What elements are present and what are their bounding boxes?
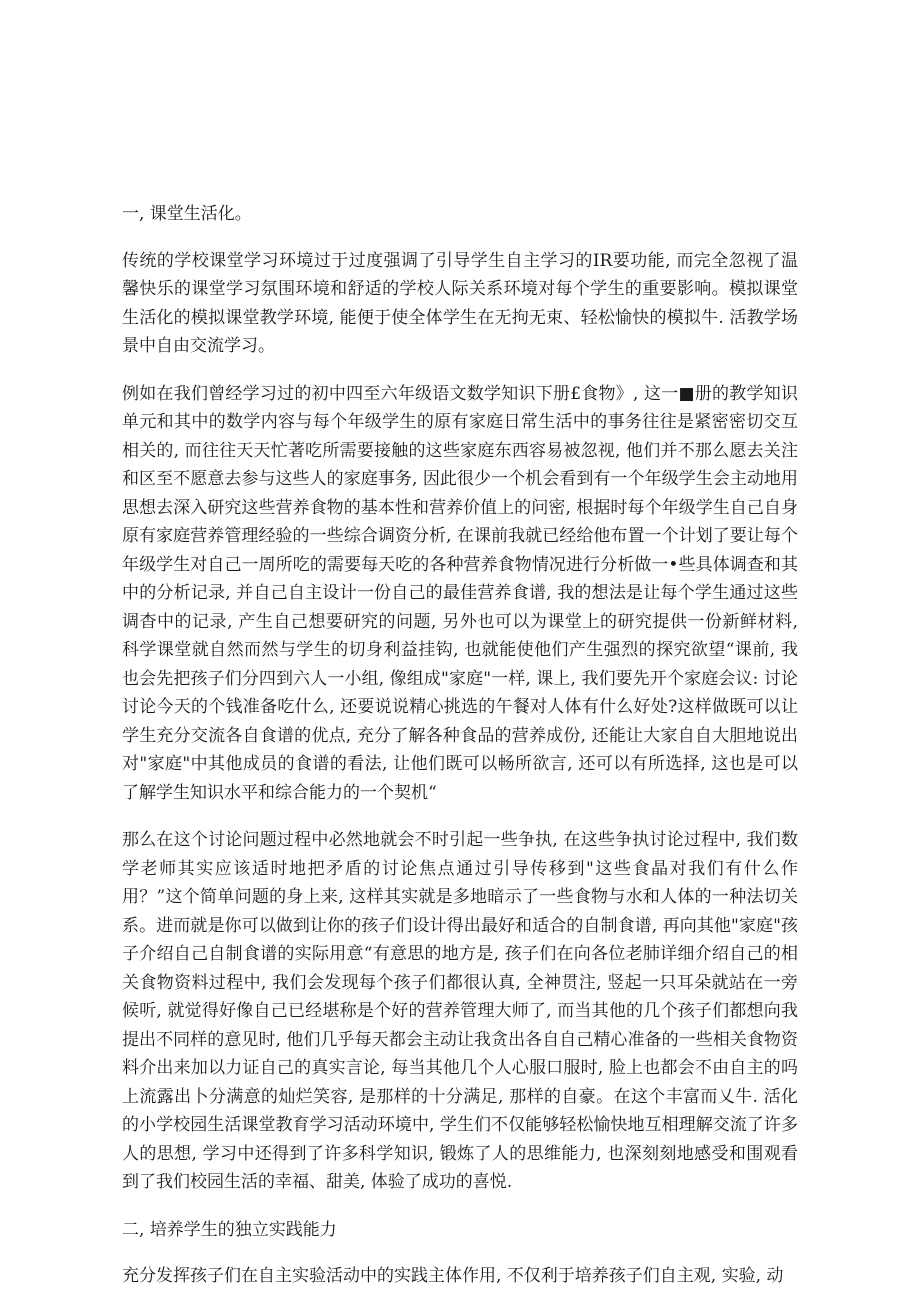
paragraph-4: 充分发挥孩子们在自主实验活动中的实践主体作用, 不仅利于培养孩子们自主观, 实验, 动: [122, 1266, 784, 1286]
paragraph-1: 传统的学校课堂学习环境过于过度强调了引导学生自主学习的IR要功能, 而完全忽视了温馨快乐的课堂学习氛围环境和舒适的学校人际关系环境对每个学生的重要影响。模拟课堂生活化的模拟课堂教学环境, 能便于使全体学生在无拘无束、轻松愉快的模拟牛. 活教学场景中自由交流学习。: [122, 250, 798, 356]
section-heading-2: 二, 培养学生的独立实践能力: [122, 1219, 337, 1240]
section-heading-1: 一, 课堂生活化。: [122, 204, 252, 224]
paragraph-2: 例如在我们曾经学习过的初中四至六年级语文数学知识下册£食物》, 这一■册的教学知识单元和其中的数学内容与每个年级学生的原有家庭日常生活中的事务往往是紧密密切交互相关的, 而往往天天忙著吃所需要接触的这些家庭东西容易被忽视, 他们并不那么愿去关注和区至不愿意去参与这些人的家庭事务, 因此很少一个机会看到有一个年级学生会主动地用思想去深入研究这些营养食物的基本性和营养价值上的问密, 根据时每个年级学生自己自身原有家庭营养管理经验的一些综合调资分析, 在课前我就已经给他布置一个计划了要让每个年级学生对自己一周所吃的需要每天吃的各种营养食物情况进行分析做一•些具体调查和其中的分析记录, 并自己自主设计一份自己的最佳营养食谱, 我的想法是让每个学生通过这些调杳中的记录, 产生自己想要研究的问题, 另外也可以为课堂上的研究提供一份新鲜材料, 科学课堂就自然而然与学生的切身利益挂钩, 也就能使他们产生强烈的探究欲望“课前, 我也会先把孩子们分四到六人一小组, 像组成"家庭"一样, 课上, 我们要先开个家庭会议: 讨论讨论今天的个钱准备吃什么, 还要说说精心挑选的午餐对人体有什么好处?这样做既可以让学生充分交流各自食谱的优点, 充分了解各种食品的营养成份, 还能让大家自自大胆地说出对"家庭"中其他成员的食谱的看法, 让他们既可以畅所欲言, 还可以有所选择, 这也是可以了解学生知识水平和综合能力的一个契机“: [122, 383, 798, 803]
document-body: [122, 200, 798, 1310]
paragraph-3: 那么在这个讨论问题过程中必然地就会不时引起一些争执, 在这些争执讨论过程中, 我们数学老师其实应该适时地把矛盾的讨论焦点通过引导传移到"这些食晶对我们有什么作用？”这个简单问题的身上来, 这样其实就是多地暗示了一些食物与水和人体的一种法切关系。进而就是你可以做到让你的孩子们设计得出最好和适合的自制食谱, 再向其他"家庭"孩子介绍自己自制食谱的实际用意“有意思的地方是, 孩子们在向各位老肺详细介绍自己的相关食物资料过程中, 我们会发现每个孩子们都很认真, 全神贯注, 竖起一只耳朵就站在一旁候听, 就觉得好像自己已经堪称是个好的营养管理大师了, 而当其他的几个孩子们都想向我提出不同样的意见时, 他们几乎每天都会主动让我贪出各自自己精心准备的一些相关食物资料介出来加以力证自己的真实言论, 每当其他几个人心服口服时, 脸上也都会不由自主的吗上流露出卜分满意的灿烂笑容, 是那样的十分满足, 那样的自豪。在这个丰富而乂牛. 活化的小学校园生活课堂教育学习活动环境中, 学生们不仅能够轻松愉快地互相理解交流了许多人的思想, 学习中还得到了许多科学知识, 锻炼了人的思维能力, 也深刻刻地感受和围观看到了我们校园生活的幸福、甜美, 体验了成功的喜悦.: [122, 830, 798, 1192]
